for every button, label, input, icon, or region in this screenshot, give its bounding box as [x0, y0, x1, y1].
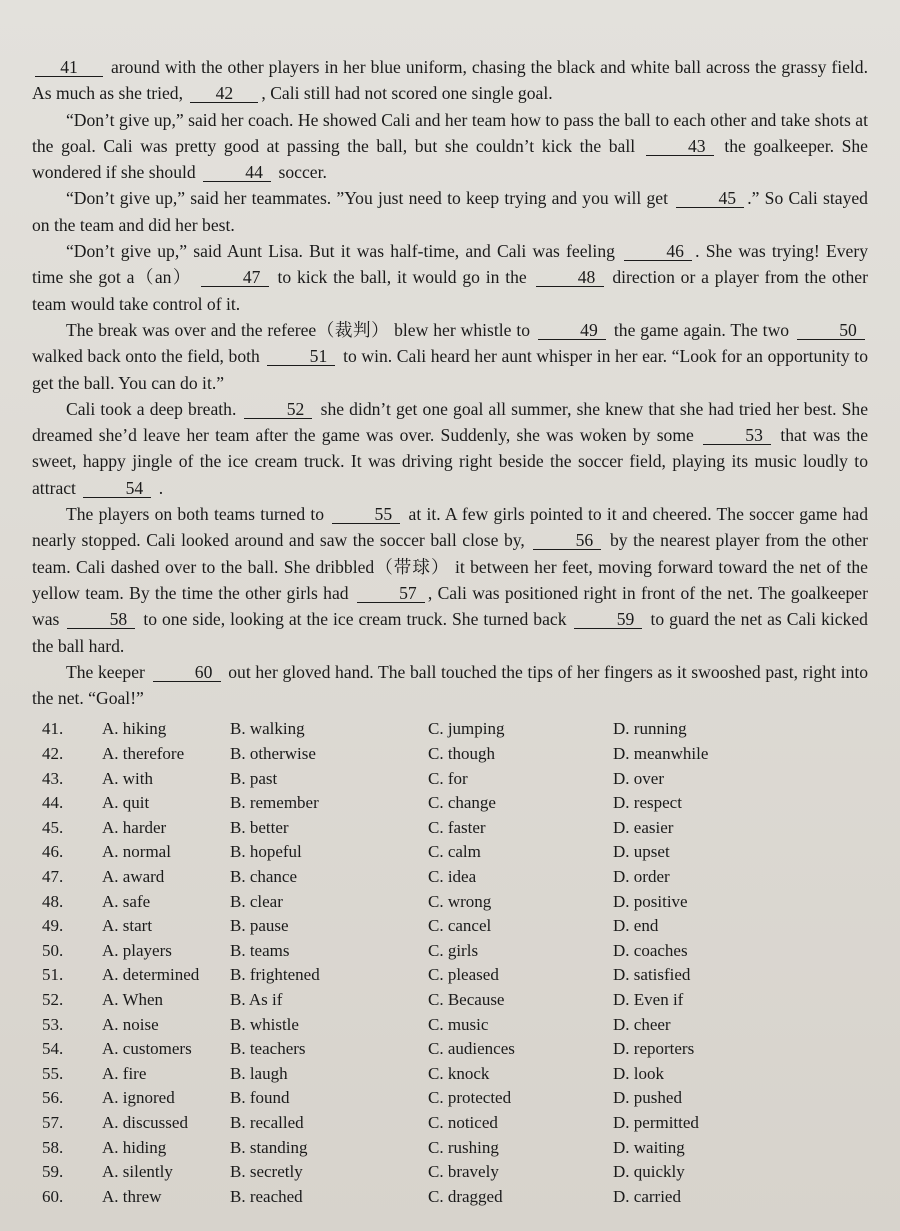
blank-54: 54 [83, 479, 151, 498]
option-row [32, 890, 868, 915]
option-b: B. teams [230, 940, 290, 960]
question-number: 46. [42, 842, 64, 862]
question-number: 49. [42, 916, 64, 936]
question-number: 57. [42, 1112, 64, 1132]
paragraph-text: around with the other players in her blue uniform, chasing the black and white ball across the grassy field. As much as she tried, [32, 57, 868, 104]
option-a: A. start [102, 916, 153, 936]
question-number: 51. [42, 965, 64, 985]
option-b: B. clear [230, 891, 283, 911]
option-row [32, 1037, 868, 1062]
paragraph-text: soccer. [278, 162, 327, 183]
paragraph-text: to one side, looking at the ice cream truck. She turned back [143, 609, 567, 630]
blank-59: 59 [574, 610, 642, 629]
option-d: D. over [613, 768, 664, 788]
blank-56: 56 [533, 531, 601, 550]
option-row [32, 1086, 868, 1111]
blank-49: 49 [538, 321, 606, 340]
option-d: D. easier [613, 817, 674, 837]
option-row [32, 1185, 868, 1210]
question-number: 45. [42, 817, 64, 837]
option-row [32, 717, 868, 742]
option-row [32, 988, 868, 1013]
option-a: A. therefore [102, 744, 185, 764]
blank-42: 42 [190, 84, 258, 103]
paragraph-text: to win. Cali heard her aunt whisper in her ear. “Look for an opportunity to get the ball. You can do it.” [32, 346, 868, 393]
option-d: D. satisfied [613, 965, 691, 985]
question-number: 47. [42, 866, 64, 886]
paragraph-1 [32, 54, 868, 107]
option-a: A. with [102, 768, 153, 788]
blank-55: 55 [332, 505, 400, 524]
paragraph-text: she didn’t get one goal all summer, she knew that she had tried her best. She dreamed she’d leave her team after the game was over. Suddenly, she was woken by some [32, 398, 869, 446]
paragraph-3 [32, 185, 868, 238]
paragraph-text: , Cali was positioned right in front of the net. The goalkeeper was [32, 582, 868, 630]
blank-51: 51 [267, 347, 335, 366]
option-a: A. ignored [102, 1088, 175, 1108]
option-d: D. end [613, 916, 659, 936]
option-c: C. though [428, 744, 496, 764]
option-c: C. music [428, 1014, 489, 1034]
option-row [32, 1111, 868, 1136]
option-c: C. faster [428, 817, 486, 837]
blank-47: 47 [201, 268, 269, 287]
blank-43: 43 [646, 137, 714, 156]
option-a: A. silently [102, 1162, 173, 1182]
question-number: 55. [42, 1063, 64, 1083]
blank-57: 57 [357, 584, 425, 603]
paragraph-text: at it. A few girls pointed to it and cheered. The soccer game had nearly stopped. Cali looked around and saw the soccer ball close by, [32, 504, 868, 551]
option-b: B. pause [230, 916, 289, 936]
paragraph-text: “Don’t give up,” said Aunt Lisa. But it was half-time, and Cali was feeling [66, 241, 615, 262]
question-number: 56. [42, 1088, 64, 1108]
option-a: A. normal [102, 842, 171, 862]
option-d: D. cheer [613, 1014, 671, 1034]
option-a: A. players [102, 940, 172, 960]
question-number: 50. [42, 940, 64, 960]
option-b: B. standing [230, 1137, 308, 1157]
paragraph-text: the goalkeeper. She wondered if she should [32, 135, 868, 183]
paragraph-7 [32, 501, 868, 659]
option-b: B. walking [230, 719, 305, 739]
option-a: A. customers [102, 1039, 192, 1059]
paragraph-text: The players on both teams turned to [66, 504, 325, 525]
option-row [32, 816, 868, 841]
option-row [32, 865, 868, 890]
blank-45: 45 [676, 189, 744, 208]
blank-46: 46 [624, 242, 692, 261]
paragraph-text: . She was trying! Every time she got a（an） [32, 241, 869, 288]
blank-58: 58 [67, 610, 135, 629]
cloze-passage [32, 54, 868, 711]
option-c: C. wrong [428, 891, 492, 911]
option-d: D. respect [613, 793, 682, 813]
question-number: 41. [42, 719, 64, 739]
blank-53: 53 [703, 426, 771, 445]
paragraph-5 [32, 317, 868, 396]
option-c: C. dragged [428, 1186, 503, 1206]
option-b: B. found [230, 1088, 290, 1108]
option-a: A. determined [102, 965, 200, 985]
paragraph-4 [32, 238, 868, 317]
paragraph-text: “Don’t give up,” said her teammates. ”You just need to keep trying and you will get [66, 188, 669, 209]
option-c: C. girls [428, 940, 479, 960]
option-a: A. threw [102, 1186, 162, 1206]
paragraph-2 [32, 107, 868, 186]
option-a: A. fire [102, 1063, 147, 1083]
paragraph-text: to kick the ball, it would go in the [277, 267, 527, 288]
option-b: B. hopeful [230, 842, 302, 862]
question-number: 60. [42, 1186, 64, 1206]
option-row [32, 791, 868, 816]
option-c: C. jumping [428, 719, 505, 739]
paragraph-text: the game again. The two [613, 319, 790, 340]
option-d: D. reporters [613, 1039, 695, 1059]
paragraph-text: Cali took a deep breath. [66, 398, 237, 419]
option-c: C. rushing [428, 1137, 499, 1157]
option-b: B. secretly [230, 1162, 303, 1182]
question-number: 54. [42, 1039, 64, 1059]
option-d: D. positive [613, 891, 688, 911]
option-d: D. waiting [613, 1137, 685, 1157]
option-row [32, 914, 868, 939]
option-c: C. audiences [428, 1039, 515, 1059]
option-b: B. past [230, 768, 278, 788]
blank-44: 44 [203, 163, 271, 182]
option-d: D. running [613, 719, 687, 739]
option-c: C. for [428, 768, 468, 788]
paragraph-text: . [158, 477, 164, 498]
paragraph-text: direction or a player from the other team would take control of it. [32, 267, 868, 314]
option-c: C. protected [428, 1088, 512, 1108]
option-b: B. frightened [230, 965, 320, 985]
option-b: B. laugh [230, 1063, 288, 1083]
option-row [32, 1013, 868, 1038]
paragraph-text: to guard the net as Cali kicked the ball hard. [32, 609, 868, 656]
option-d: D. order [613, 866, 670, 886]
option-c: C. bravely [428, 1162, 499, 1182]
question-number: 42. [42, 744, 64, 764]
option-b: B. whistle [230, 1014, 299, 1034]
answer-options [32, 717, 868, 1209]
option-c: C. change [428, 793, 496, 813]
option-row [32, 767, 868, 792]
option-b: B. teachers [230, 1039, 306, 1059]
option-b: B. reached [230, 1186, 303, 1206]
option-row [32, 742, 868, 767]
option-c: C. knock [428, 1063, 490, 1083]
option-row [32, 939, 868, 964]
option-row [32, 1160, 868, 1185]
option-d: D. meanwhile [613, 744, 709, 764]
blank-41: 41 [35, 58, 103, 77]
question-number: 44. [42, 793, 64, 813]
question-number: 43. [42, 768, 64, 788]
option-row [32, 1136, 868, 1161]
paragraph-text: The break was over and the referee（裁判） blew her whistle to [66, 319, 531, 340]
question-number: 52. [42, 989, 64, 1009]
blank-60: 60 [153, 663, 221, 682]
option-a: A. award [102, 866, 165, 886]
option-row [32, 963, 868, 988]
option-d: D. carried [613, 1186, 681, 1206]
option-row [32, 1062, 868, 1087]
question-number: 58. [42, 1137, 64, 1157]
option-row [32, 840, 868, 865]
paragraph-text: out her gloved hand. The ball touched the tips of her fingers as it swooshed past, right into the net. “Goal!” [32, 661, 868, 709]
option-b: B. remember [230, 793, 319, 813]
blank-48: 48 [536, 268, 604, 287]
option-c: C. idea [428, 866, 477, 886]
option-d: D. Even if [613, 989, 684, 1009]
option-c: C. Because [428, 989, 505, 1009]
paragraph-6 [32, 396, 868, 501]
paragraph-text: The keeper [66, 661, 145, 682]
blank-50: 50 [797, 321, 865, 340]
option-b: B. better [230, 817, 289, 837]
option-c: C. pleased [428, 965, 499, 985]
option-a: A. quit [102, 793, 150, 813]
option-a: A. hiding [102, 1137, 167, 1157]
option-b: B. recalled [230, 1112, 304, 1132]
option-a: A. harder [102, 817, 167, 837]
option-b: B. chance [230, 866, 298, 886]
paragraph-text: that was the sweet, happy jingle of the ice cream truck. It was driving right beside the soccer field, playing its music loudly to attract [32, 425, 868, 498]
option-b: B. As if [230, 989, 283, 1009]
option-a: A. safe [102, 891, 151, 911]
option-d: D. upset [613, 842, 670, 862]
question-number: 53. [42, 1014, 64, 1034]
option-b: B. otherwise [230, 744, 316, 764]
option-d: D. coaches [613, 940, 688, 960]
question-number: 48. [42, 891, 64, 911]
option-a: A. discussed [102, 1112, 188, 1132]
option-c: C. noticed [428, 1112, 498, 1132]
option-a: A. When [102, 989, 164, 1009]
paragraph-text: , Cali still had not scored one single goal. [261, 83, 553, 104]
paragraph-text: “Don’t give up,” said her coach. He showed Cali and her team how to pass the ball to each other and take shots at the goal. Cali was pretty good at passing the ball, but she couldn’t kick the ball [32, 109, 868, 156]
option-c: C. calm [428, 842, 481, 862]
option-d: D. pushed [613, 1088, 682, 1108]
option-a: A. hiking [102, 719, 167, 739]
paragraph-text: by the nearest player from the other team. Cali dashed over to the ball. She dribbled（带球） it between her feet, moving forward toward the net of the yellow team. By the time the other girls had [32, 530, 868, 603]
paragraph-text: .” So Cali stayed on the team and did her best. [32, 188, 868, 235]
paragraph-text: walked back onto the field, both [32, 346, 260, 367]
blank-52: 52 [244, 400, 312, 419]
option-c: C. cancel [428, 916, 492, 936]
option-a: A. noise [102, 1014, 159, 1034]
option-d: D. quickly [613, 1162, 685, 1182]
question-number: 59. [42, 1162, 64, 1182]
option-d: D. permitted [613, 1112, 699, 1132]
paragraph-8 [32, 659, 868, 712]
option-d: D. look [613, 1063, 664, 1083]
